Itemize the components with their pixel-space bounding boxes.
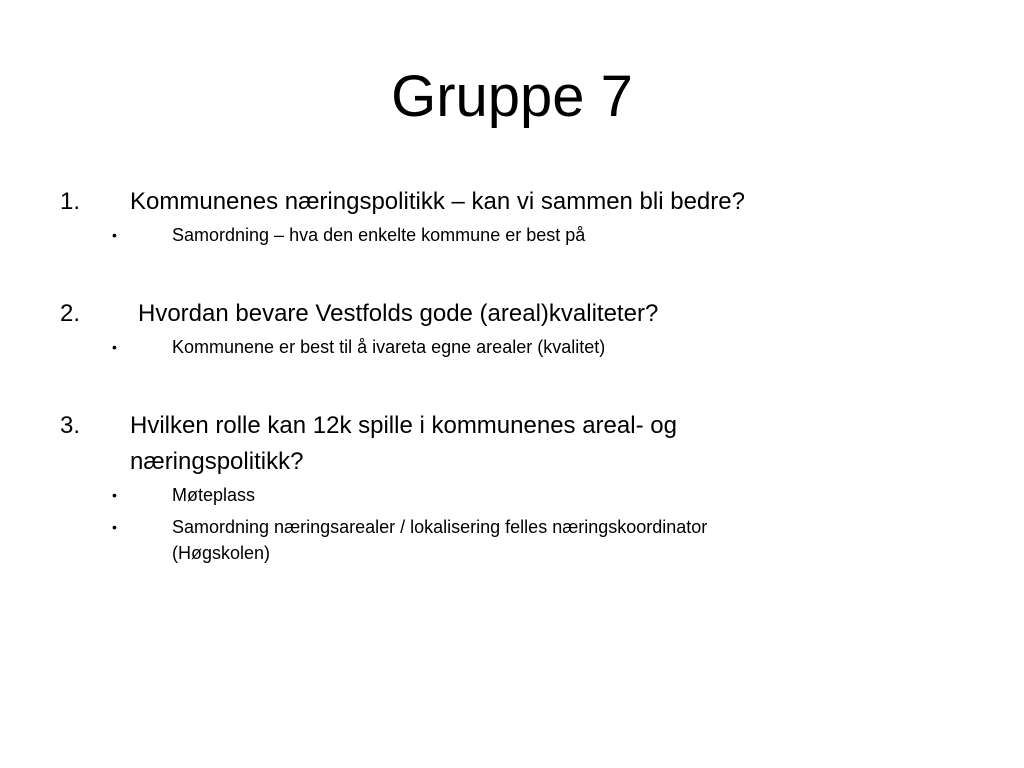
sub-item-text: Samordning næringsarealer / lokalisering felles næringskoordinator	[172, 517, 708, 537]
item-number: 1.	[60, 188, 81, 215]
sub-list-1	[60, 222, 960, 248]
item-text-line-2: næringspolitikk?	[130, 448, 304, 475]
bullet-icon: •	[112, 339, 117, 355]
sub-item-text: Møteplass	[172, 485, 256, 505]
sub-item	[60, 482, 960, 508]
sub-item	[60, 514, 960, 540]
sub-item-continuation	[60, 540, 960, 566]
item-text-line-1: Hvilken rolle kan 12k spille i kommunenes areal- og	[130, 412, 677, 439]
item-number: 3.	[60, 412, 81, 439]
item-text: Kommunenes næringspolitikk – kan vi sammen bli bedre?	[130, 188, 745, 215]
sub-item-text: (Høgskolen)	[172, 543, 271, 563]
sub-list-2	[60, 334, 960, 360]
item-number: 2.	[60, 300, 81, 327]
sub-item-text: Samordning – hva den enkelte kommune er best på	[172, 225, 586, 245]
item-text: Hvordan bevare Vestfolds gode (areal)kvaliteter?	[138, 300, 659, 327]
bullet-icon: •	[112, 487, 117, 503]
bullet-icon: •	[112, 227, 117, 243]
slide-content	[60, 184, 960, 572]
numbered-item-3	[60, 408, 960, 480]
sub-list-3	[60, 482, 960, 566]
numbered-item-2	[60, 296, 960, 332]
sub-item	[60, 334, 960, 360]
bullet-icon: •	[112, 519, 117, 535]
sub-item-text: Kommunene er best til å ivareta egne arealer (kvalitet)	[172, 337, 606, 357]
sub-item	[60, 222, 960, 248]
slide-title: Gruppe 7	[391, 64, 633, 129]
numbered-item-1	[60, 184, 960, 220]
